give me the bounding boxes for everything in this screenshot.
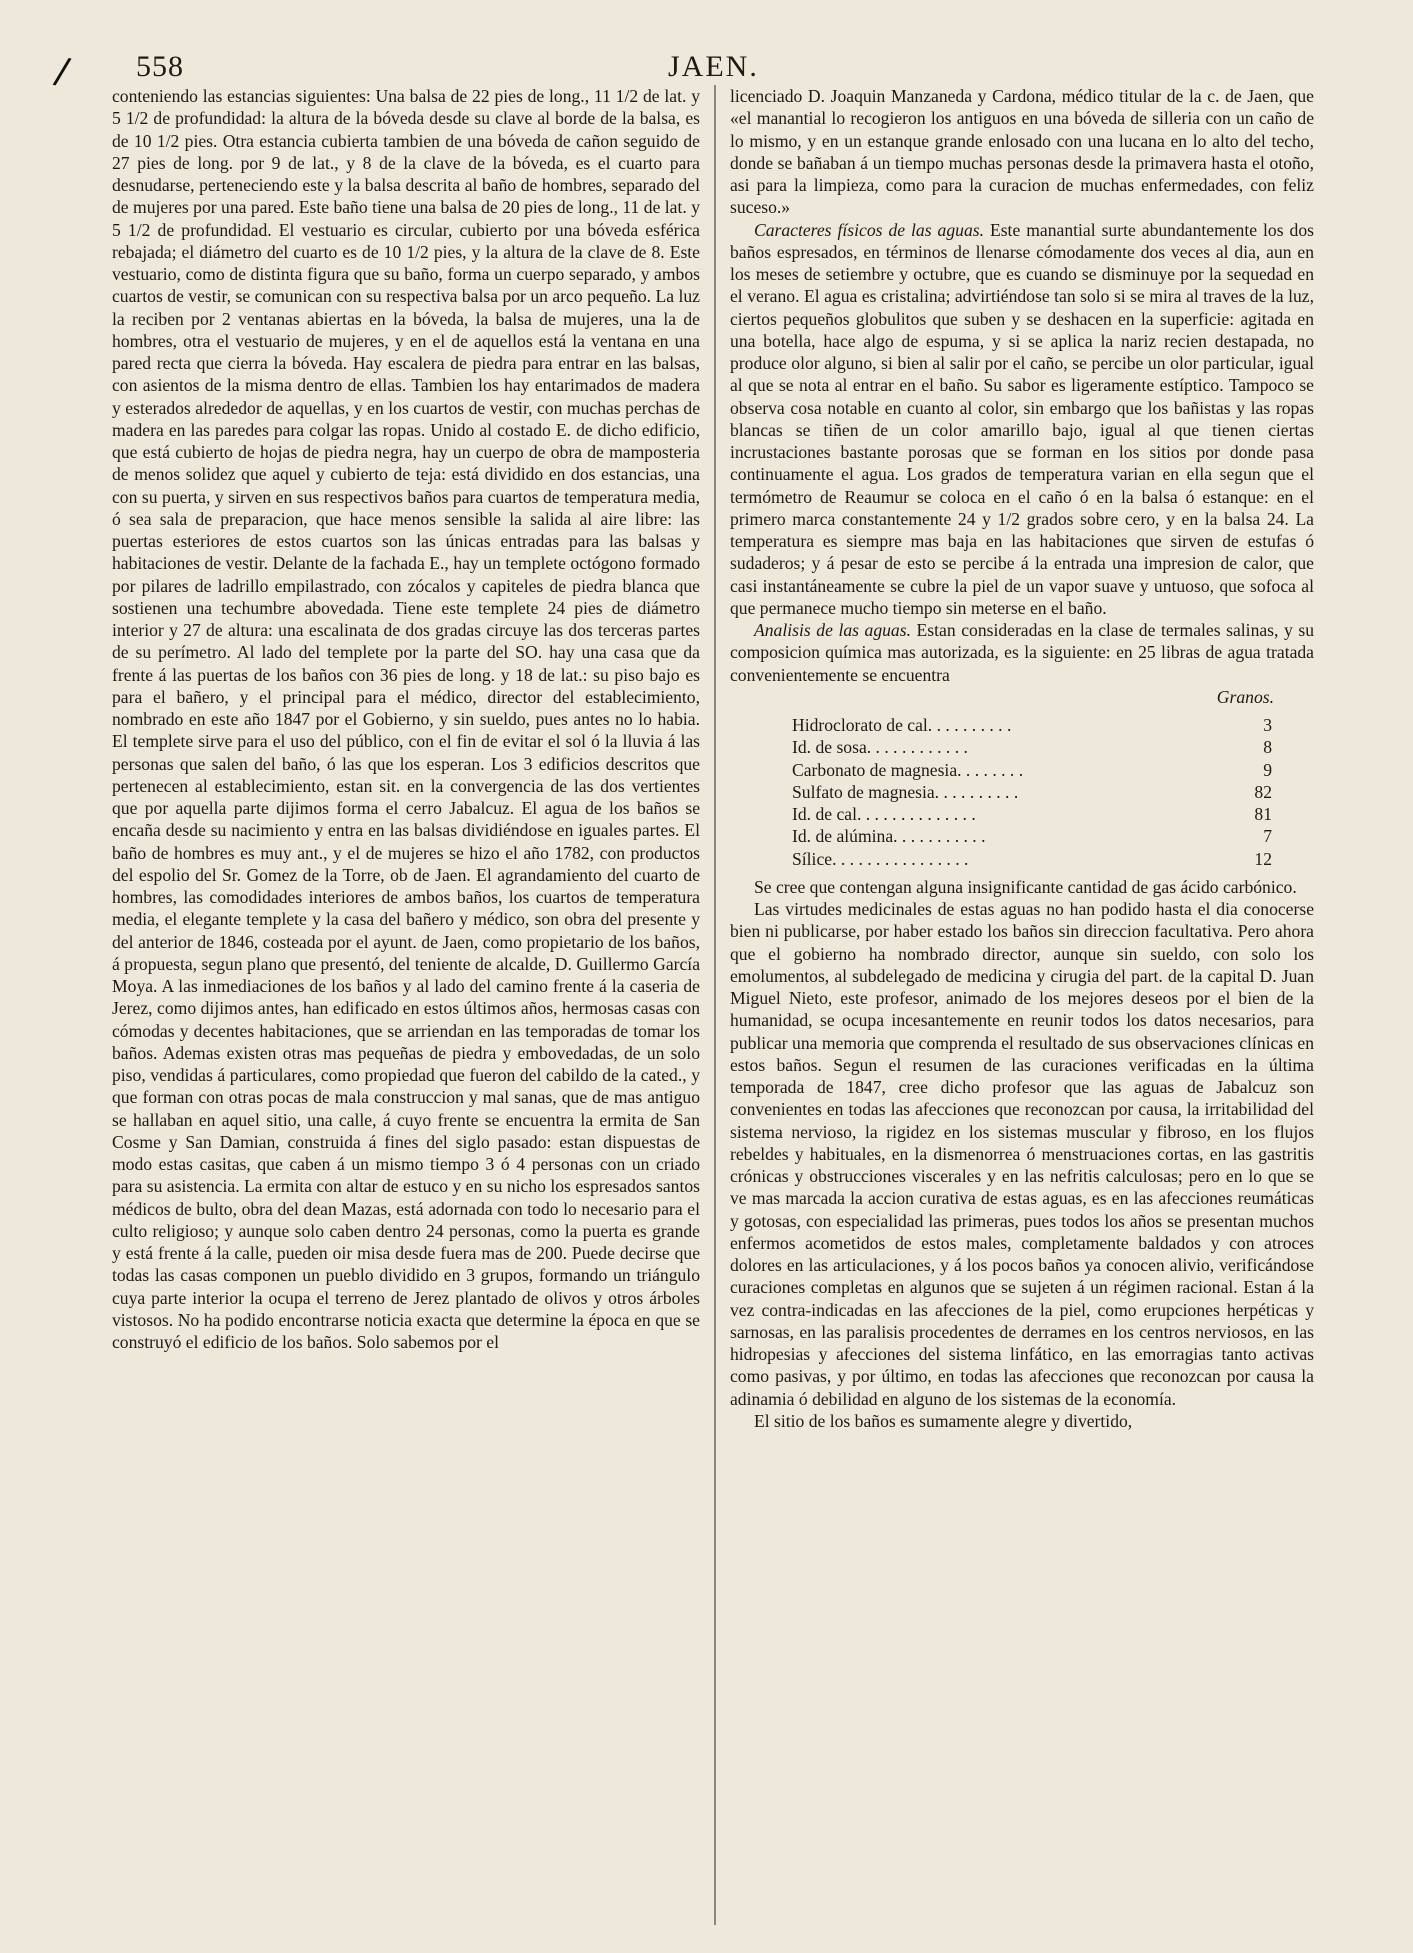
table-row xyxy=(792,848,1272,870)
right-column xyxy=(730,85,1314,1432)
margin-mark: / xyxy=(51,46,74,97)
running-title: JAEN. xyxy=(668,50,759,83)
paragraph: Se cree que contengan alguna insignificante cantidad de gas ácido carbónico. xyxy=(754,876,1297,897)
table-row xyxy=(792,759,1272,781)
component-name: Id. de alúmina. . . . . . . . . . . xyxy=(792,826,986,847)
left-column xyxy=(112,85,700,1353)
page-number: 558 xyxy=(136,50,184,83)
paragraph xyxy=(730,619,1314,686)
paragraph-text: Este manantial surte abundantemente los dos baños espresados, en términos de llenarse cómodamente dos veces al dia, aun en los meses de setiembre y octubre, que es cuando se disminuye por la sequedad en el verano. El agua es cristalina; advirtiéndose tan solo si se mira al traves de la luz, ciertos pequeños globulitos que suben y se deshacen en la superficie: agitada en una botella, hace algo de espuma, y si se aplica la nariz recien destapada, no produce olor alguno, si bien al salir por el caño, se percibe un olor particular, igual al que se nota al entrar en el baño. Su sabor es ligeramente estíptico. Tampoco se observa cosa notable en cuanto al color, sin embargo que los bañistas y las ropas blancas se tiñen de un color amarillo bajo, igual al que tienen ciertas incrustaciones bastante porosas que se forman en los sitios por donde pasa continuamente el agua. Los grados de temperatura varian en ella segun que el termómetro de Reaumur se coloca en el caño ó en la balsa ó estanque: en el primero marca constantemente 24 y 1/2 grados sobre cero, y en la balsa 24. La temperatura es siempre mas baja en las habitaciones que sirven de estufas ó sudaderos; y á pesar de esto se percibe á la entrada una impresion de calor, que casi instantáneamente se cubre la piel de un vapor suave y untuoso, que sofoca al que permanece mucho tiempo sin meterse en el baño. xyxy=(730,219,1314,618)
component-value: 82 xyxy=(1254,781,1272,802)
paragraph xyxy=(730,219,1314,620)
component-name: Carbonato de magnesia. . . . . . . . xyxy=(792,759,1024,780)
table-row xyxy=(792,714,1272,736)
paragraph-text: Estan consideradas en la clase de termales salinas, y su composicion química mas autorizada, es la siguiente: en 25 libras de agua tratada convenientemente se encuentra xyxy=(730,620,1315,685)
paragraph: conteniendo las estancias siguientes: Una balsa de 22 pies de long., 11 1/2 de lat. y 5 1/2 de profundidad: la altura de la bóveda desde su clave al borde de la balsa, es de 10 1/2 pies. Otra estancia cubierta tambien de una bóveda de cañon seguido de 27 pies de long. por 9 de lat., y 8 de la clave de la bóveda, es el cuarto para desnudarse, perteneciendo este y la balsa descrita al baño de hombres, separado del de mujeres por una pared. Este baño tiene una balsa de 20 pies de long., 11 de lat. y 5 1/2 de profundidad. El vestuario es circular, cubierto por una bóveda esférica rebajada; el diámetro del cuarto es de 10 1/2 pies, y la altura de la clave de 8. Este vestuario, como de distinta figura que su baño, forma un cuerpo separado, y ambos cuartos de vestir, se comunican con su respectiva balsa por un arco pequeño. La luz la reciben por 2 ventanas abiertas en la bóveda, la balsa de mujeres, una la de hombres, otra el vestuario de mujeres, y en el de aquellos está la ventana en una pared recta que cierra la bóveda. Hay escalera de piedra para entrar en las balsas, con asientos de la misma dentro de ellas. Tambien los hay entarimados de madera y esterados alrededor de aquellas, y en los cuartos de vestir, con muchas perchas de madera en las paredes para colgar las ropas. Unido al costado E. de dicho edificio, que está cubierto de hojas de piedra negra, hay un cuerpo de obra de mamposteria de menos solidez que aquel y cubierto de teja: está dividido en dos estancias, una con su puerta, y sirven en sus respectivos baños para cuartos de temperatura media, ó sea sala de preparacion, que hace menos sensible la salida al aire libre: las puertas esteriores de estos cuartos son las únicas entradas para las balsas y habitaciones de vestir. Delante de la fachada E., hay un templete octógono formado por pilares de ladrillo empilastrado, con zócalos y capiteles de piedra blanca que sostienen una techumbre abovedada. Tiene este templete 24 pies de diámetro interior y 27 de altura: una escalinata de dos gradas circuye las dos terceras partes de su perímetro. Al lado del templete por la parte del SO. hay una casa que da frente á las puertas de los baños con 36 pies de long. y 18 de lat.: su piso bajo es para el bañero, y el principal para el médico, director del establecimiento, nombrado en este año 1847 por el Gobierno, y sin sueldo, pues antes no lo habia. El templete sirve para el uso del público, con el fin de evitar el sol ó la lluvia á las personas que salen del baño, ó las que los esperan. Los 3 edificios descritos que pertenecen al establecimiento, estan sit. en la convergencia de las dos vertientes que por aquella parte dijimos forma el cerro Jabalcuz. El agua de los baños se encaña desde su nacimiento y entra en las balsas dividiéndose en iguales partes. El baño de hombres es muy ant., y el de mujeres se hizo el año 1782, con productos del espolio del Sr. Gomez de la Torre, ob de Jaen. El agrandamiento del cuarto de hombres, las comodidades interiores de ambos baños, los cuartos de temperatura media, el elegante templete y la casa del bañero y médico, son obra del presente y del anterior de 1846, costeada por el ayunt. de Jaen, como propietario de los baños, á propuesta, segun plano que presentó, del teniente de alcalde, D. Guillermo García Moya. A las inmediaciones de los baños y al lado del camino frente á la caseria de Jerez, como dijimos antes, han edificado en estos últimos años, hermosas casas con cómodas y decentes habitaciones, que se arriendan en las temporadas de tomar los baños. Ademas existen otras mas pequeñas de piedra y embovedadas, de un solo piso, vendidas á particulares, como propiedad que fueron del cabildo de la cated., y que forman con otras pocas de mala construccion y mal sanas, que de mas antiguo se hallaban en aquel sitio, una calle, á cuyo frente se encuentra la ermita de San Cosme y San Damian, construida á fines del siglo pasado: estan dispuestas de modo estas casitas, que caben á un mismo tiempo 3 ó 4 personas con un criado para su asistencia. La ermita con altar de estuco y en su nicho los espresados santos médicos de bulto, obra del dean Mazas, está adornada con todo lo necesario para el culto religioso; y aunque solo caben dentro 24 personas, como la puerta es grande y está frente á la calle, pueden oir misa desde fuera mas de 200. Puede decirse que todas las casas componen un pueblo dividido en 3 grupos, formando un triángulo cuya parte interior la ocupa el terreno de Jerez plantado de olivos y otros árboles vistosos. No ha podido encontrarse noticia exacta que determine la época en que se construyó el edificio de los baños. Solo sabemos por el xyxy=(112,86,700,1352)
section-heading: Caracteres físicos de las aguas. xyxy=(754,219,984,240)
component-value: 12 xyxy=(1254,848,1272,869)
table-row xyxy=(792,736,1272,758)
table-row xyxy=(792,803,1272,825)
component-name: Id. de sosa. . . . . . . . . . . . xyxy=(792,737,968,758)
paragraph: El sitio de los baños es sumamente alegre y divertido, xyxy=(754,1410,1133,1431)
paragraph: licenciado D. Joaquin Manzaneda y Cardona, médico titular de la c. de Jaen, que «el manantial lo recogieron los antiguos en una bóveda de silleria con un caño de lo mismo, y en un estanque grande enlosado con una lucana en lo alto del techo, donde se bañaban á un tiempo muchas personas desde la primavera hasta el otoño, asi para la limpieza, como para la curacion de muchas enfermedades, con feliz suceso.» xyxy=(730,86,1314,218)
table-row xyxy=(792,825,1272,847)
component-value: 7 xyxy=(1263,826,1272,847)
table-unit: Granos. xyxy=(1216,686,1274,707)
component-value: 81 xyxy=(1254,804,1272,824)
component-value: 3 xyxy=(1263,715,1272,735)
analysis-table xyxy=(792,714,1272,870)
component-name: Sulfato de magnesia. . . . . . . . . . xyxy=(792,781,1019,802)
component-name: Id. de cal. . . . . . . . . . . . . . xyxy=(792,804,976,824)
section-heading: Analisis de las aguas. xyxy=(754,620,911,640)
component-name: Sílice. . . . . . . . . . . . . . . . xyxy=(792,848,969,869)
component-name: Hidroclorato de cal. . . . . . . . . . xyxy=(792,715,1012,735)
column-divider xyxy=(714,85,716,1925)
paragraph: Las virtudes medicinales de estas aguas no han podido hasta el dia conocerse bien ni publicarse, por haber estado los baños sin direccion facultativa. Pero ahora que el gobierno ha nombrado director, aunque sin sueldo, con solo los emolumentos, al subdelegado de medicina y cirugia del part. de la capital D. Juan Miguel Nieto, este profesor, animado de los mejores deseos por el bien de la humanidad, se ocupa incesantemente en reunir todos los datos necesarios, para publicar una memoria que comprenda el resultado de sus observaciones clínicas en estos baños. Segun el resumen de las curaciones verificadas en la última temporada de 1847, cree dicho profesor que las aguas de Jabalcuz son convenientes en todas las afecciones que reconozcan por causa, la irritabilidad del sistema nervioso, la rigidez en los sistemas muscular y fibroso, en los flujos rebeldes y habituales, en la dismenorrea ó menstruaciones cortas, en las gastritis crónicas y obstrucciones viscerales y en las nefritis calculosas; pero en lo que se ve mas marcada la accion curativa de estas aguas, es en las afecciones reumáticas y gotosas, con especialidad las primeras, pues todos los años se presentan muchos enfermos acometidos de estos males, completamente baldados y con atroces dolores en las articulaciones, y á los pocos baños ya conocen alivio, verificándose curaciones completas en algunos que se sujeten á un régimen racional. Estan á la vez contra-indicadas en las afecciones de la piel, como erupciones herpéticas y sarnosas, en las paralisis procedentes de derrames en los centros nerviosos, en las hidropesias y afecciones del sistema linfático, en las emorragias tanto activas como pasivas, y por último, en todas las afecciones que reconozcan por causa la adinamia ó debilidad en alguno de los sistemas de la economía. xyxy=(730,899,1314,1409)
component-value: 9 xyxy=(1263,759,1272,780)
table-row xyxy=(792,781,1272,803)
component-value: 8 xyxy=(1263,737,1272,758)
